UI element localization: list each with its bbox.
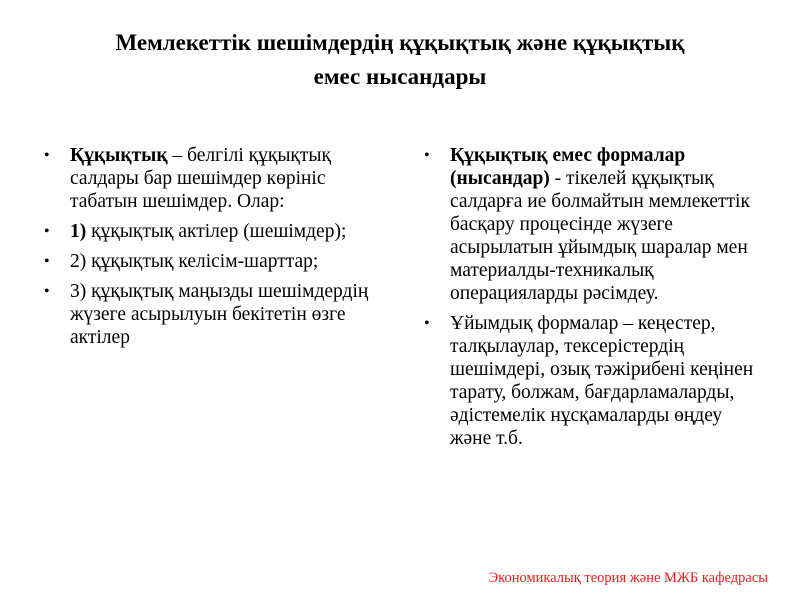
slide-title bbox=[40, 26, 760, 94]
bullet-icon: • bbox=[44, 147, 50, 164]
list-item bbox=[42, 280, 382, 349]
list-item bbox=[42, 220, 382, 243]
item-text: құқықтық актілер (шешімдер); bbox=[86, 221, 347, 242]
footer-department-label: Экономикалық теория және МЖБ кафедрасы bbox=[488, 570, 768, 586]
item-number: 1) bbox=[70, 221, 87, 242]
bullet-icon: • bbox=[44, 253, 50, 270]
list-item bbox=[422, 312, 767, 450]
bullet-icon: • bbox=[424, 147, 430, 164]
bullet-icon: • bbox=[44, 283, 50, 300]
item-text: 2) құқықтық келісім-шарттар; bbox=[70, 251, 319, 272]
bullet-icon: • bbox=[424, 315, 430, 332]
legal-definition: – белгілі құқықтық салдары бар шешімдер көрініс табатын шешімдер. Олар: bbox=[70, 145, 331, 212]
organizational-forms-text: Ұйымдық формалар – кеңестер, талқылаулар, тексерістердің шешімдері, озық тәжірибені кеңінен тарату, болжам, бағдарламаларды, әдістемелік нұсқамаларды өңдеу және т.б. bbox=[450, 313, 754, 449]
term-non-legal-forms: Құқықтық емес формалар (нысандар) bbox=[450, 145, 686, 189]
list-item bbox=[422, 144, 767, 305]
bullet-icon: • bbox=[44, 223, 50, 240]
non-legal-definition: - тікелей құқықтық салдарға ие болмайтын мемлекеттік басқару процесінде жүзеге асырылатын ұйымдық шаралар мен материалды-техникалық операцияларды рәсімдеу. bbox=[450, 168, 750, 304]
list-item bbox=[42, 250, 382, 273]
right-bullet-list bbox=[422, 144, 767, 457]
term-legal: Құқықтық bbox=[70, 145, 168, 166]
item-text: 3) құқықтық маңызды шешімдердің жүзеге асырылуын бекітетін өзге актілер bbox=[70, 281, 369, 348]
slide-title-line-2: емес нысандары bbox=[313, 64, 487, 89]
left-bullet-list bbox=[42, 144, 382, 356]
slide-title-line-1: Мемлекеттік шешімдердің құқықтық және құқықтық bbox=[115, 30, 685, 55]
list-item bbox=[42, 144, 382, 213]
